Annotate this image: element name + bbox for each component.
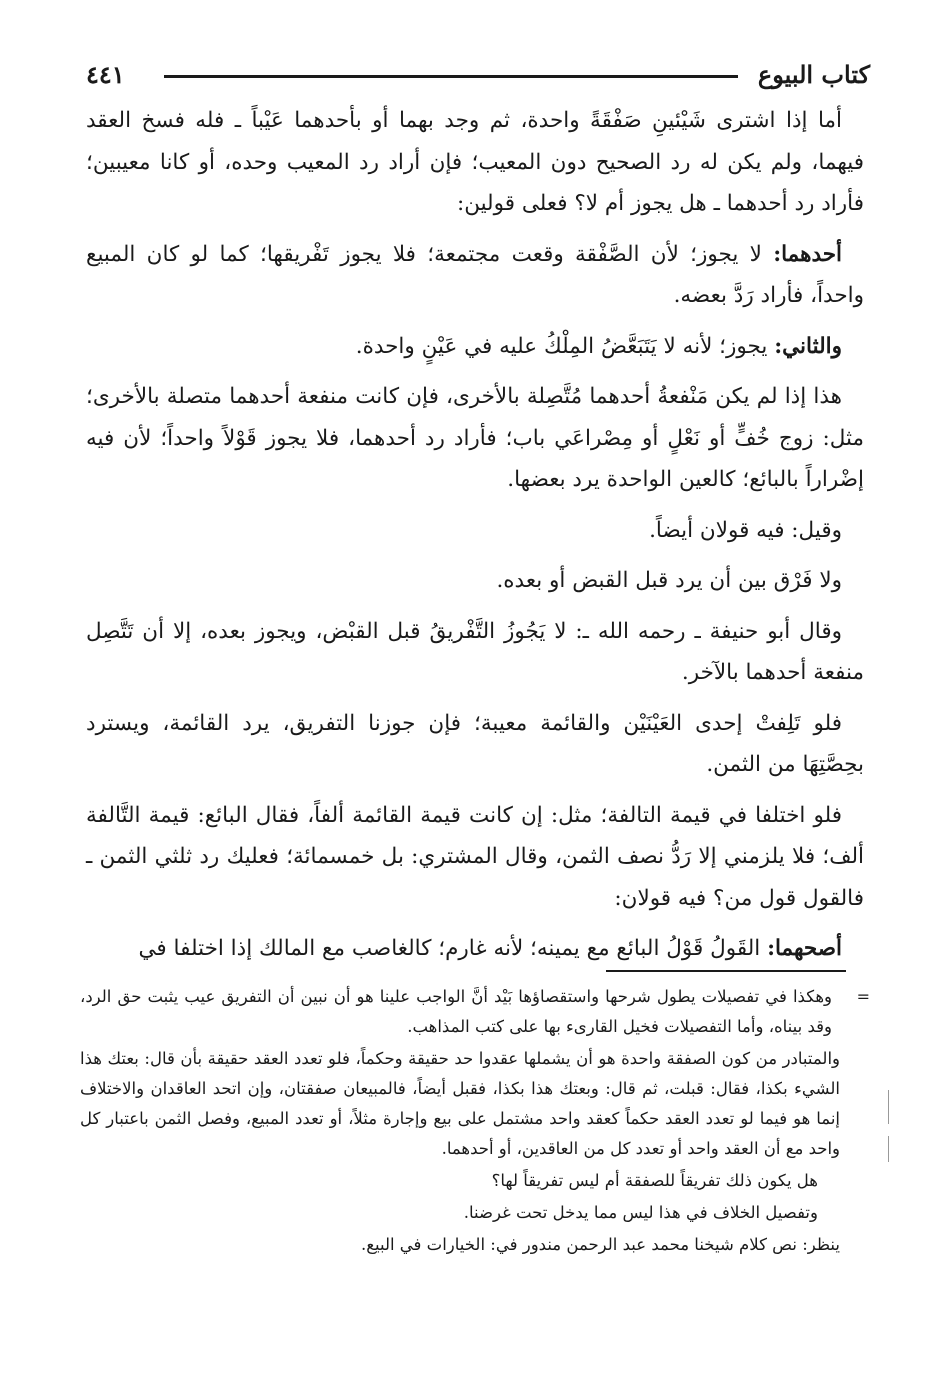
page-header: [86, 55, 870, 95]
main-text: [86, 100, 864, 979]
footnote-item: [80, 1166, 840, 1196]
paragraph-text: يجوز؛ لأنه لا يَتَبَعَّضُ المِلْكُ عليه في عَيْنٍ واحدة.: [355, 333, 775, 359]
paragraph-text: أما إذا اشترى شَيْئينِ صَفْقَةً واحدة، ثم وجد بهما أو بأحدهما عَيْباً ـ فله فسخ العقد فيهما، ولم يكن له رد الصحيح دون المعيب؛ فإن أراد رد المعيب وحده، أو كانا معيبين؛ فأراد رد أحدهما ـ هل يجوز أم لا؟ فعلى قولين:: [86, 108, 864, 216]
paragraph: [86, 510, 864, 552]
paragraph: [86, 703, 864, 786]
paragraph: [86, 234, 864, 317]
paragraph: [86, 376, 864, 501]
paragraph: [86, 326, 864, 368]
scan-artifact: [888, 1090, 889, 1124]
paragraph: [86, 560, 864, 602]
paragraph-text: ولا فَرْق بين أن يرد قبل القبض أو بعده.: [496, 568, 842, 593]
paragraph-lead: أحدهما:: [773, 241, 842, 267]
paragraph: [86, 100, 864, 225]
paragraph: [86, 795, 864, 920]
footnote-text: ينظر: نص كلام شيخنا محمد عبد الرحمن مندور في: الخيارات في البيع.: [360, 1235, 840, 1254]
paragraph-lead: أصحهما:: [767, 936, 842, 961]
footnote-text: وهكذا في تفصيلات يطول شرحها واستقصاؤها بَيْد أنَّ الواجب علينا هو أن نبين أن التفريق عيب يثبت حق الرد، وقد بيناه، وأما التفصيلات فخيل القارىء بها على كتب المذاهب.: [80, 987, 832, 1036]
paragraph-text: لا يجوز؛ لأن الصَّفْقة وقعت مجتمعة؛ فلا يجوز تَفْريقها؛ كما لو كان المبيع واحداً، فأراد رَدَّ بعضه.: [86, 241, 864, 308]
footnote-item: [80, 1230, 840, 1260]
footnote-item: [80, 1198, 840, 1228]
footnote-item: [80, 982, 870, 1042]
scan-artifact: [888, 1136, 889, 1162]
paragraph-text: فلو تَلِفتْ إحدى العَيْنَيْن والقائمة معيبة؛ فإن جوزنا التفريق، يرد القائمة، ويسترد بحِصَّتِهَا من الثمن.: [86, 710, 864, 777]
footnote-text: وتفصيل الخلاف في هذا ليس مما يدخل تحت غرضنا.: [463, 1203, 818, 1222]
footnote-item: [80, 1044, 840, 1164]
footnotes: [80, 982, 870, 1262]
paragraph: [86, 928, 864, 970]
footnote-text: والمتبادر من كون الصفقة واحدة هو أن يشملها عقدوا حد حقيقة وحكماً، فلو تعدد العقد حقيقة بأن قال: بعتك هذا الشيء بكذا، فقال: قبلت، ثم قال: وبعتك هذا بكذا، فقبل أيضاً، فالمبيعان صفقتان، وإن اتحد العاقدان والاختلاف إنما هو فيما لو تعدد العقد حكماً كعقد واحد مشتمل على بيع وإجارة مثلاً، أو تعدد المبيع، وفصل الثمن باعتبار كل واحد مع أن العقد واحد أو تعدد كل من العاقدين، أو أحدهما.: [80, 1049, 840, 1158]
chapter-title: كتاب البيوع: [757, 60, 870, 89]
paragraph-text: وقيل: فيه قولان أيضاً.: [649, 517, 842, 543]
page-number: ٤٤١: [86, 60, 125, 89]
paragraph-lead: والثاني:: [774, 333, 842, 359]
continuation-mark: =: [856, 987, 870, 1006]
footnote-separator: [606, 970, 846, 972]
paragraph-text: وقال أبو حنيفة ـ رحمه الله ـ: لا يَجُوزُ التَّفْريقُ قبل القبْض، ويجوز بعده، إلا أن تَتَّصِل منفعة أحدهما بالآخر.: [86, 618, 864, 685]
paragraph-text: القَولُ قَوْلُ البائع مع يمينه؛ لأنه غارم؛ كالغاصب مع المالك إذا اختلفا في: [138, 936, 768, 961]
footnote-text: هل يكون ذلك تفريقاً للصفقة أم ليس تفريقاً لها؟: [491, 1171, 818, 1190]
header-rule: [164, 75, 738, 78]
paragraph: [86, 611, 864, 694]
paragraph-text: فلو اختلفا في قيمة التالفة؛ مثل: إن كانت قيمة القائمة ألفاً، فقال البائع: قيمة التَّالفة ألف؛ فلا يلزمني إلا رَدُّ نصف الثمن، وقال المشتري: بل خمسمائة؛ فعليك رد ثلثي الثمن ـ فالقول قول من؟ فيه قولان:: [86, 802, 864, 911]
paragraph-text: هذا إذا لم يكن مَنْفعةُ أحدهما مُتَّصِلة بالأخرى، فإن كانت منفعة أحدهما متصلة بالأخرى؛ مثل: زوج خُفٍّ أو نَعْلٍ أو مِصْراعَي باب؛ فأراد رد أحدهما، فلا يجوز قَوْلاً واحداً؛ لأن فيه إضْراراً بالبائع؛ كالعين الواحدة يرد بعضها.: [86, 384, 864, 492]
